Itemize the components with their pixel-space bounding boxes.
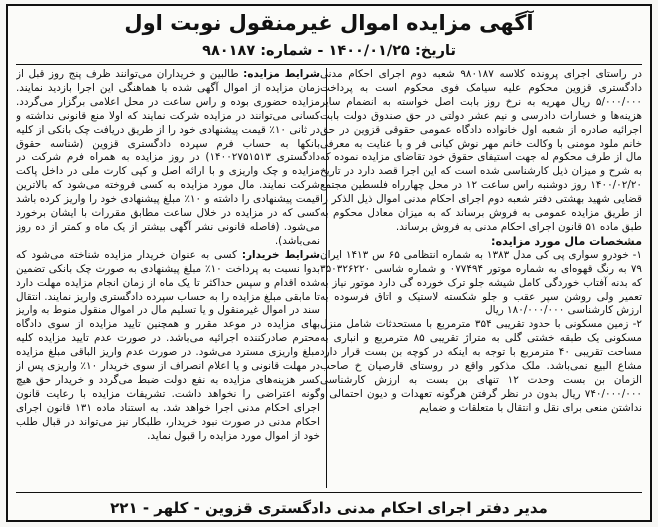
conditions-paragraph: [16, 68, 320, 249]
buyer-text: کسی به عنوان خریدار مزایده شناخته می‌شود که بدوا نسبت به پرداخت ۱۰٪ مبلغ پیشنهادی به صورت چک بانکی تضمین شده اقدام و سپس حداکثر تا یک ماه از زمان انجام مزایده مهلت دارد تا مابقی مبلغ مزایده را به حساب سپرده دادگستری واریز نمایند. انتقال سند در اموال غیرمنقول و یا تسلیم مال در اموال منقول منوط به واریز بهای مزایده در موعد مقرر و همچنین تایید مزایده از سوی دادگاه محترم صادرکننده اجرائیه می‌باشد. در صورت عدم تایید مزایده کلیه مبلغ واریزی مسترد می‌شود. در صورت عدم واریز الباقی مبلغ مزایده در مهلت قانونی و یا اعلام انصراف از سوی خریدار ۱۰٪ واریزی پس از کسر هزینه‌های مزایده به نفع دولت ضبط می‌گردد و خریدار حق هیچ گونه اعتراضی را نخواهد داشت. تشریفات مزایده با رعایت قانون اجرای احکام مدنی اجرا خواهد شد. به استناد ماده ۱۳۱ قانون اجرای احکام مدنی در صورت نبود خریدار، طلبکار نیز می‌تواند در قبال طلب خود از اموال مورد مزایده را قبول نماید.: [16, 248, 320, 442]
conditions-text: طالبین و خریداران می‌توانند ظرف پنج روز قبل از زمان مزایده از اموال آگهی شده با هماهنگی این اجرا بازدید نمایند. مزایده حضوری بوده و راس ساعت در محل اعلامی برگزار می‌گردد. کسانی می‌توانند در مزایده شرکت نمایند که اولا منع قانونی نداشته و در ثانی ۱۰٪ قیمت پیشنهادی خود را از طریق دریافت چک بانکی از کلیه بانکها به حساب فرم سپرده دادگستری قزوین (شناسه حقوق دادگستری ۱۴۰۰۲۷۵۱۵۱۳) در روز مزایده به همراه فرم شرکت در مزایده و چک واریزی و با ارائه اصل و کپی کارت ملی در داخل پاکت شرکت نمایند. مال مورد مزایده به کسی فروخته می‌شود که بالاترین قیمت پیشنهادی را داشته و ۱۰٪ مبلغ پیشنهادی خود را واریز کرده باشد کسی که در مزایده در خلال ساعت مطابق مقررات با ایشان برخورد می‌شود. (فاصله قانونی نشر آگهی بیشتر از یک ماه و کمتر از ده روز نمی‌باشد).: [16, 68, 320, 247]
conditions-heading: شرایط مزایده:: [243, 68, 320, 80]
column-divider: [326, 68, 327, 488]
notice-frame: [6, 4, 652, 522]
buyer-paragraph: [16, 249, 320, 444]
header-divider: [16, 64, 642, 65]
notice-title: آگهی مزایده اموال غیرمنقول نوبت اول: [124, 11, 534, 35]
spec-item-vehicle: ۱- خودرو سواری پی کی مدل ۱۳۸۳ به شماره انتظامی ۶۵ س ۱۴۱۳ ایران ۷۹ به رنگ قهوه‌ای به شماره موتور ۰۷۷۴۹۴ و شماره شاسی ۳۵۰۳۲۶۲۲۰ که بدنه آفتاب خوردگی کامل شیشه جلو ترک خورده گی دارد موتور نیاز به تعمیر ولی روشن سپر عقب و جلو شکسته لاستیک و اتاق فرسوده به ارزش کارشناسی ۱۸۰/۰۰۰/۰۰۰ ریال: [320, 248, 642, 317]
notice-date-number: تاریخ: ۱۴۰۰/۰۱/۲۵ - شماره: ۹۸۰۱۸۷: [202, 43, 456, 59]
intro-paragraph: در راستای اجرای پرونده کلاسه ۹۸۰۱۸۷ شعبه دوم اجرای احکام مدنی دادگستری قزوین محکوم علیه سیامک فوی محکوم است به پرداخت ۵/۰۰۰/۰۰۰ ریال مهریه به نرخ روز بابت اصل خواسته به انضمام سایر هزینه‌ها و خسارات دادرسی و نیم عشر دولتی در حق صندوق دولت بابت اجرائیه صادره از شعبه اول خانواده دادگاه عمومی حقوقی قزوین در حق خانم ملود مومنی با وکالت خانم مهر نوش کیانی فر و با عنایت به معرفی مال از طرف محکوم له جهت استیفای حقوق خود تقاضای مزایده نموده که به شرح و میزان ذیل کارشناسی شده است که این اجرا قصد دارد در تاریخ ۱۴۰۰/۰۲/۲۰ روز دوشنبه راس ساعت ۱۲ در محل چهارراه فلسطین مجتمع قضایی شهید بهشتی دفتر شعبه دوم اجرای احکام مدنی اموال ذیل الذکر را از طریق مزایده عمومی به فروش برساند که به میزان معادل محکوم به طبق ماده ۵۱ قانون اجرای احکام مدنی به فروش برساند.: [320, 68, 642, 233]
footer-divider: [16, 492, 642, 493]
left-column: [16, 68, 320, 488]
footer-signature: مدیر دفتر اجرای احکام مدنی دادگستری قزوین - کلهر - ۲۲۱: [110, 499, 548, 517]
spec-item-land: ۲- زمین مسکونی با حدود تقریبی ۳۵۴ مترمربع با مستحدثات شامل منزل مسکونی یک طبقه خشتی گلی به متراژ تقریبی ۸۵ مترمربع و انباری به مساحت تقریبی ۴۰ مترمربع با توجه به اینکه در کوچه بن بست قرار دارد مشاع البیع نمی‌باشد. ملک مذکور واقع در روستای قارصیان خ صاحب الزمان بن بست وحدت ۱۲ تنهای بن بست به ارزش کارشناسی ۷۴۰/۰۰۰/۰۰۰ ریال بدون در نظر گرفتن هرگونه تعهدات و دیون احتمالی و نداشتن منعی برای نقل و انتقال با متعلقات و ضمایم: [320, 318, 642, 414]
specs-heading: مشخصات مال مورد مزایده:: [491, 234, 642, 248]
buyer-heading: شرایط خریدار:: [241, 248, 320, 261]
right-column: [320, 68, 642, 488]
